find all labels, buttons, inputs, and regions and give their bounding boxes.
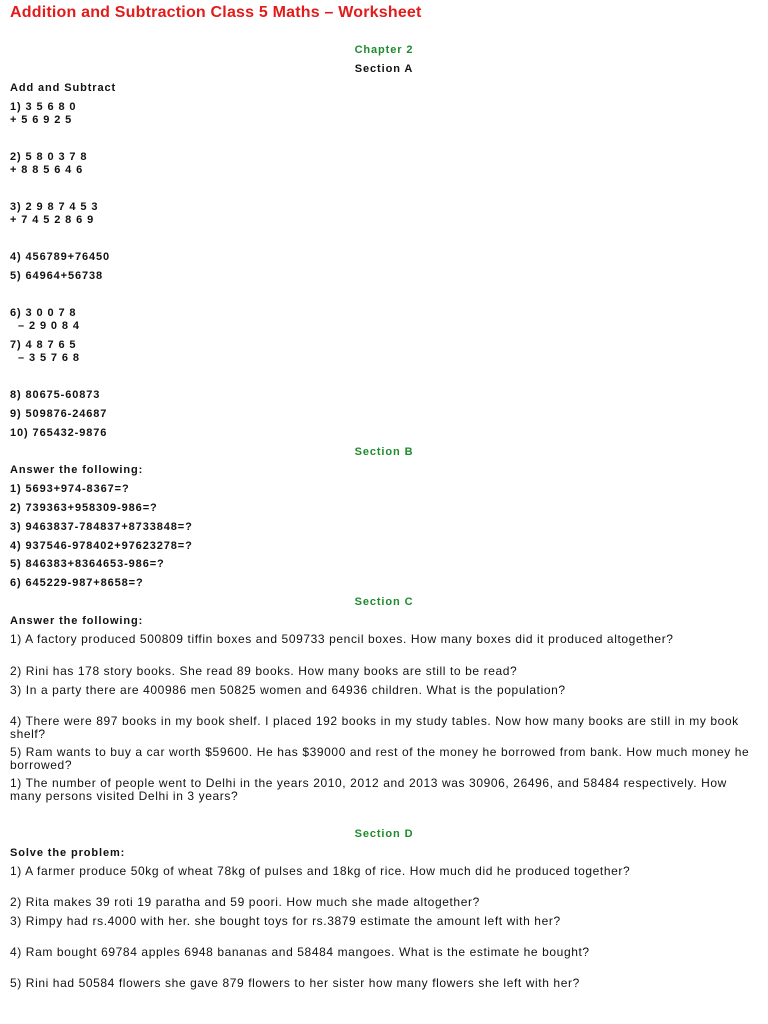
word-problem: 3) In a party there are 400986 men 50825 women and 64936 children. What is the population?	[10, 683, 566, 697]
problem-line: + 8 8 5 6 4 6	[10, 164, 84, 176]
word-problem: 5) Ram wants to buy a car worth $59600. He has $39000 and rest of the money he borrowed from bank. How much money he borrowed?	[10, 745, 750, 772]
section-c-heading: Section C	[354, 596, 414, 608]
word-problem: 3) Rimpy had rs.4000 with her. she bought toys for rs.3879 estimate the amount left with her?	[10, 914, 561, 928]
section-b-instruction: Answer the following:	[10, 464, 144, 476]
problem-line: 4) 456789+76450	[10, 251, 111, 263]
problem-line: + 5 6 9 2 5	[10, 114, 73, 126]
problem-line: 1) 3 5 6 8 0	[10, 101, 77, 113]
problem-line: 3) 2 9 8 7 4 5 3	[10, 201, 99, 213]
word-problem: 1) The number of people went to Delhi in the years 2010, 2012 and 2013 was 30906, 26496, and 58484 respectively. How many persons visited Delhi in 3 years?	[10, 776, 727, 803]
word-problem: 2) Rini has 178 story books. She read 89 books. How many books are still to be read?	[10, 664, 518, 678]
word-problem: 1) A factory produced 500809 tiffin boxes and 509733 pencil boxes. How many boxes did it produced altogether?	[10, 632, 674, 646]
question-item: 4) 937546-978402+97623278=?	[10, 540, 193, 552]
word-problem: 4) There were 897 books in my book shelf. I placed 192 books in my study tables. Now how many books are still in my book shelf?	[10, 714, 739, 741]
question-item: 6) 645229-987+8658=?	[10, 577, 144, 589]
problem-line: – 3 5 7 6 8	[18, 352, 80, 364]
problem-line: 6) 3 0 0 7 8	[10, 307, 77, 319]
section-a-instruction: Add and Subtract	[10, 82, 117, 94]
problem-line: – 2 9 0 8 4	[18, 320, 80, 332]
question-item: 1) 5693+974-8367=?	[10, 483, 130, 495]
question-item: 3) 9463837-784837+8733848=?	[10, 521, 193, 533]
problem-line: 10) 765432-9876	[10, 427, 108, 439]
section-d-instruction: Solve the problem:	[10, 847, 126, 859]
section-d-heading: Section D	[354, 828, 414, 840]
section-a-heading: Section A	[354, 63, 414, 75]
problem-line: 8) 80675-60873	[10, 389, 101, 401]
problem-line: + 7 4 5 2 8 6 9	[10, 214, 95, 226]
word-problem: 4) Ram bought 69784 apples 6948 bananas and 58484 mangoes. What is the estimate he bought?	[10, 945, 590, 959]
word-problem: 1) A farmer produce 50kg of wheat 78kg of pulses and 18kg of rice. How much did he produced together?	[10, 864, 631, 878]
problem-line: 9) 509876-24687	[10, 408, 108, 420]
word-problem: 2) Rita makes 39 roti 19 paratha and 59 poori. How much she made altogether?	[10, 895, 480, 909]
section-b-heading: Section B	[354, 446, 414, 458]
question-item: 2) 739363+958309-986=?	[10, 502, 158, 514]
chapter-label: Chapter 2	[354, 44, 414, 56]
problem-line: 5) 64964+56738	[10, 270, 104, 282]
problem-line: 2) 5 8 0 3 7 8	[10, 151, 88, 163]
problem-line: 7) 4 8 7 6 5	[10, 339, 77, 351]
page-title: Addition and Subtraction Class 5 Maths – Worksheet	[10, 4, 422, 21]
word-problem: 5) Rini had 50584 flowers she gave 879 flowers to her sister how many flowers she left with her?	[10, 976, 580, 990]
section-c-instruction: Answer the following:	[10, 615, 144, 627]
question-item: 5) 846383+8364653-986=?	[10, 558, 165, 570]
